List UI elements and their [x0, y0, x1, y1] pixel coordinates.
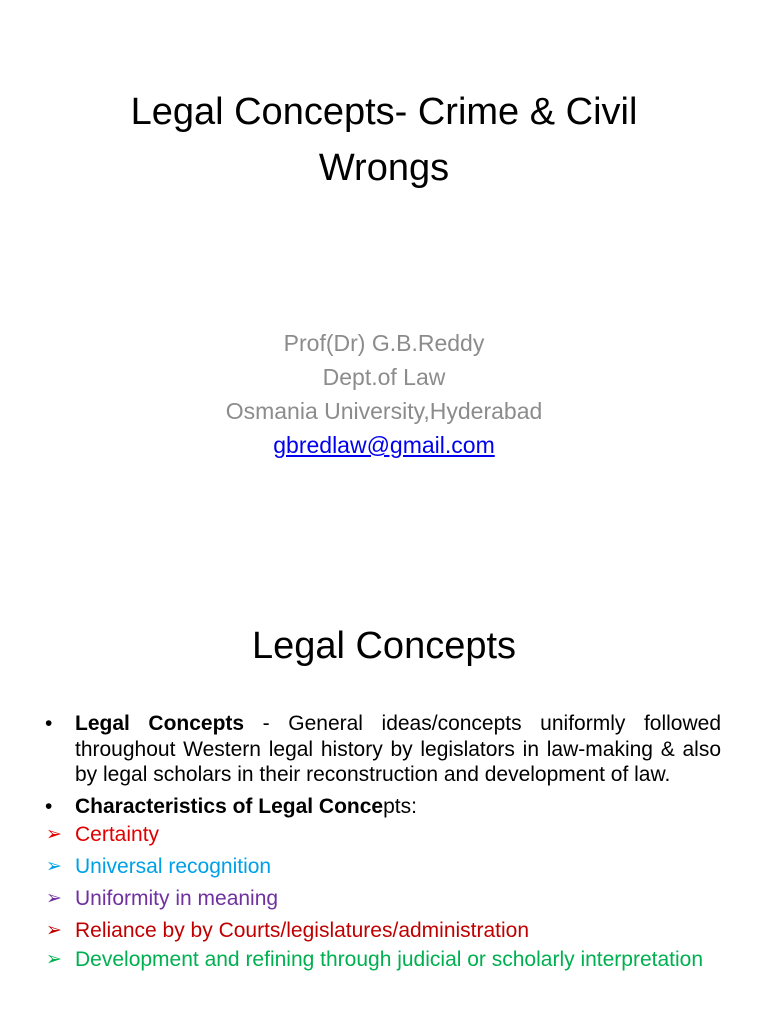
bullet-dot-icon: • [45, 794, 53, 818]
list-item-label: Development and refining through judicial or scholarly interpretation [75, 948, 704, 971]
email-link[interactable]: gbredlaw@gmail.com [273, 432, 495, 458]
list-item-universal-recognition [45, 851, 721, 883]
bullet-dot-icon: • [45, 712, 53, 735]
legal-concepts-slide [0, 576, 768, 1024]
definition-text: - General ideas/concepts uniformly followed throughout Western legal history by legislators in law-making & also by legal scholars in their reconstruction and development of law. [75, 712, 721, 786]
arrow-bullet-icon: ➢ [46, 920, 62, 941]
author-name: Prof(Dr) G.B.Reddy [283, 330, 485, 356]
department: Dept.of Law [322, 364, 446, 390]
author-block [40, 326, 728, 462]
arrow-bullet-icon: ➢ [46, 888, 62, 909]
list-item-label: Universal recognition [75, 855, 272, 878]
arrow-bullet-icon: ➢ [46, 949, 62, 970]
bullet-characteristics [45, 794, 721, 820]
bullet-definition [45, 711, 721, 788]
characteristics-heading-rest: pts: [383, 794, 417, 818]
list-item-label: Uniformity in meaning [75, 887, 279, 910]
title-line-2: Wrongs [318, 147, 450, 189]
university: Osmania University,Hyderabad [225, 398, 543, 424]
list-item-certainty [45, 819, 721, 851]
list-item-uniformity [45, 883, 721, 915]
slide-content [45, 711, 721, 973]
arrow-bullet-icon: ➢ [46, 856, 62, 877]
arrow-bullet-icon: ➢ [46, 824, 62, 845]
presentation-title [40, 84, 728, 196]
list-item-reliance [45, 915, 721, 947]
slide-title: Legal Concepts [251, 625, 517, 667]
list-item-label: Certainty [75, 823, 160, 846]
list-item-label: Reliance by by Courts/legislatures/administration [75, 919, 530, 942]
definition-term: Legal Concepts [75, 712, 245, 735]
title-line-1: Legal Concepts- Crime & Civil [130, 91, 638, 133]
list-item-development [45, 947, 721, 973]
characteristics-heading-bold: Characteristics of Legal Conce [75, 794, 384, 818]
